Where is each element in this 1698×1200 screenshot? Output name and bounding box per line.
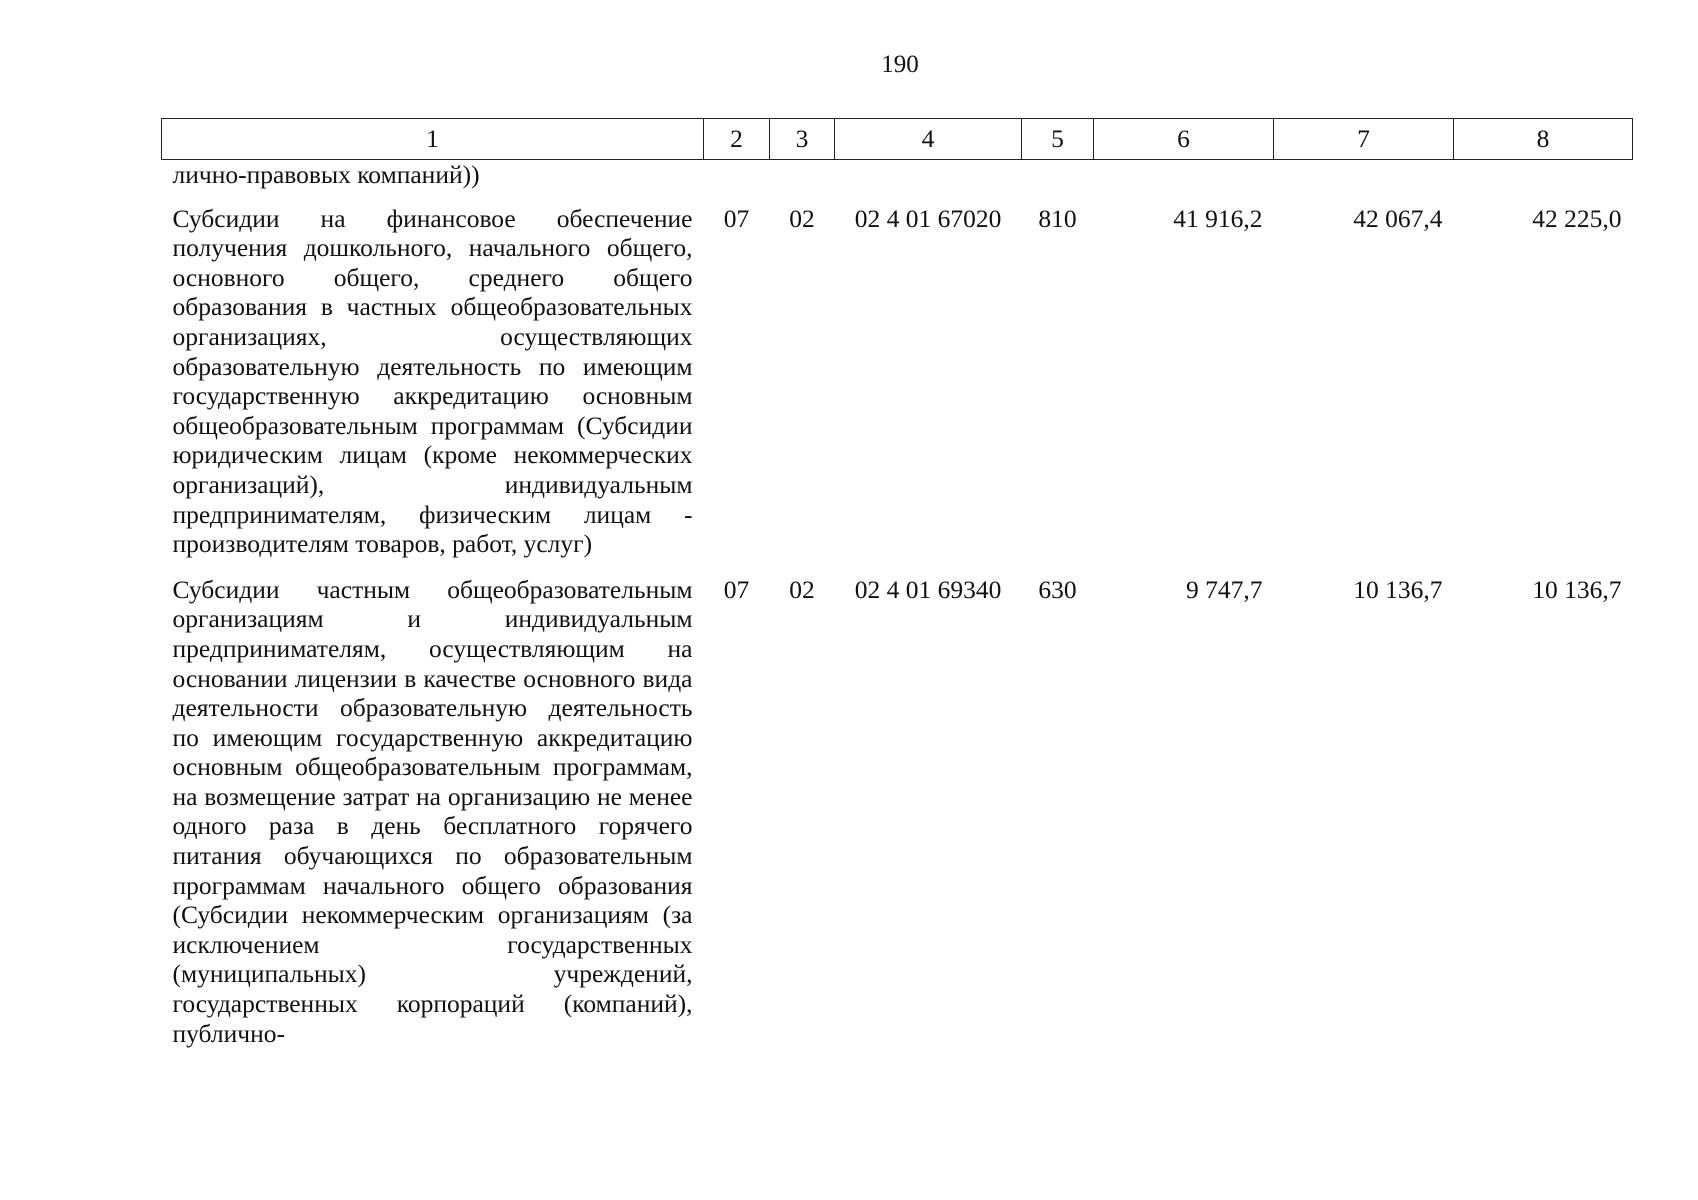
row-target-article: 02 4 01 67020 xyxy=(854,203,1002,233)
row-target-article: 02 4 01 69340 xyxy=(854,574,1002,604)
header-col-6: 6 xyxy=(1094,119,1274,160)
row-amount-year-1: 9 747,7 xyxy=(1186,574,1263,604)
continuation-row xyxy=(162,160,1633,198)
row-section: 07 xyxy=(723,574,750,604)
header-col-1: 1 xyxy=(162,119,704,160)
header-col-4: 4 xyxy=(835,119,1022,160)
row-amount-year-2: 10 136,7 xyxy=(1353,574,1443,604)
header-col-3: 3 xyxy=(770,119,835,160)
budget-table-container xyxy=(161,118,1632,1056)
row-amount-year-3: 10 136,7 xyxy=(1532,574,1622,604)
header-col-5: 5 xyxy=(1022,119,1094,160)
header-col-7: 7 xyxy=(1274,119,1454,160)
row-subsection: 02 xyxy=(789,203,815,233)
table-row xyxy=(162,198,1633,567)
row-amount-year-2: 42 067,4 xyxy=(1353,203,1443,233)
row-expense-type: 810 xyxy=(1038,203,1077,233)
continuation-text: лично-правовых компаний)) xyxy=(172,160,480,189)
row-description: Субсидии частным общеобразовательным организациям и индивидуальным предпринимателям, осуществляющим на основании лицензии в качестве основного вида деятельности образовательную деятельность по имеющим государственную аккредитацию основным общеобразовательным программам, на возмещение затрат на организацию не менее одного раза в день бесплатного горячего питания обучающихся по образовательным программам начального общего образования (Субсидии некоммерческим организациям (за исключением государственных (муниципальных) учреждений, государственных корпораций (компаний), публично- xyxy=(172,574,693,1048)
table-body xyxy=(162,160,1633,1057)
row-section: 07 xyxy=(723,203,750,233)
header-col-2: 2 xyxy=(704,119,770,160)
row-subsection: 02 xyxy=(789,574,815,604)
header-row xyxy=(162,119,1633,160)
page-number: 190 xyxy=(881,51,919,78)
row-amount-year-1: 41 916,2 xyxy=(1173,203,1263,233)
row-expense-type: 630 xyxy=(1038,574,1077,604)
table-row xyxy=(162,567,1633,1057)
header-col-8: 8 xyxy=(1454,119,1633,160)
row-description: Субсидии на финансовое обеспечение получения дошкольного, начального общего, основного общего, среднего общего образования в частных общеобразовательных организациях, осуществляющих образовательную деятельность по имеющим государственную аккредитацию основным общеобразовательным программам (Субсидии юридическим лицам (кроме некоммерческих организаций), индивидуальным предпринимателям, физическим лицам - производителям товаров, работ, услуг) xyxy=(172,203,693,559)
budget-table xyxy=(161,118,1633,1056)
table-header xyxy=(162,119,1633,160)
row-amount-year-3: 42 225,0 xyxy=(1532,203,1622,233)
